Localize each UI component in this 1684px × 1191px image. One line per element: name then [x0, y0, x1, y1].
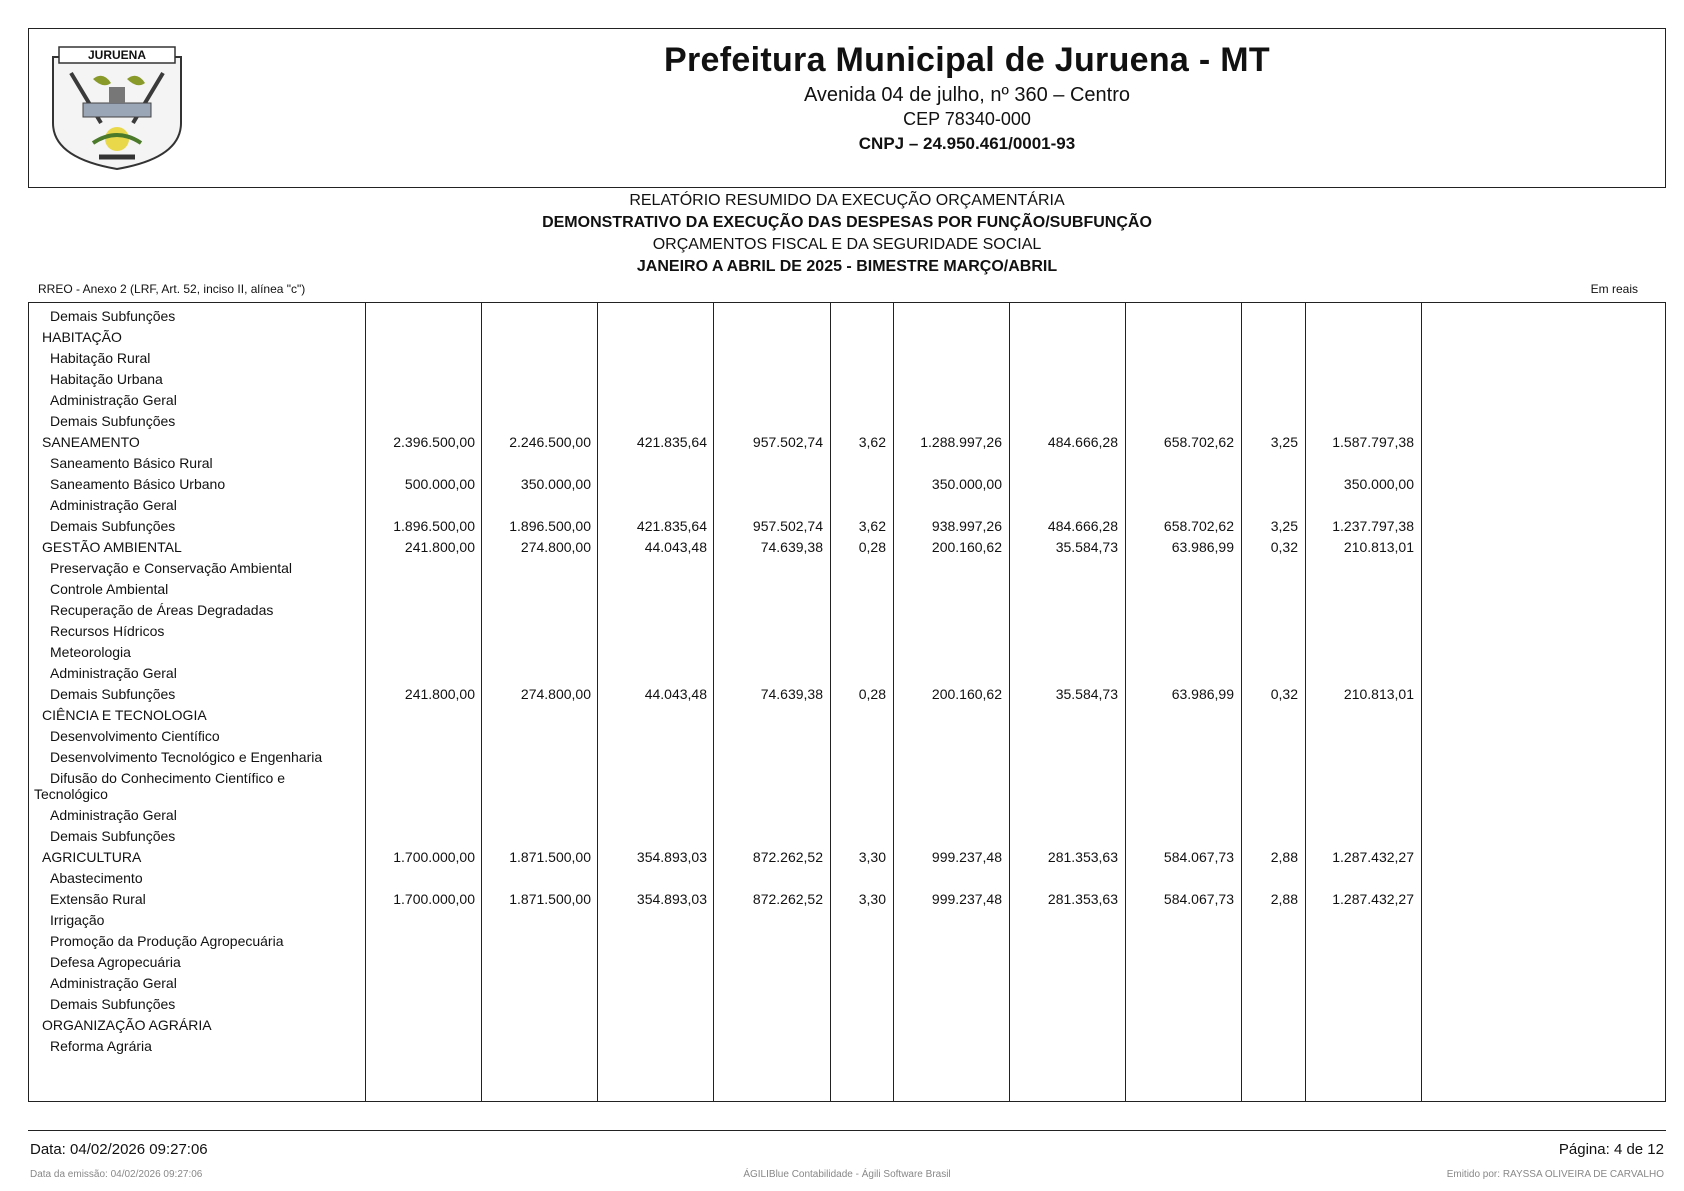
value-cell: 350.000,00	[520, 476, 591, 492]
row-label: Recursos Hídricos	[50, 623, 165, 639]
expense-table	[28, 302, 1666, 1102]
function-row	[29, 326, 1665, 347]
report-subtitle: DEMONSTRATIVO DA EXECUÇÃO DAS DESPESAS POR FUNÇÃO/SUBFUNÇÃO	[542, 214, 1152, 231]
row-label: AGRICULTURA	[42, 849, 142, 865]
footer-software: ÁGILIBlue Contabilidade - Ágili Software Brasil	[743, 1169, 951, 1180]
report-titles	[28, 190, 1666, 278]
row-label: Administração Geral	[50, 807, 177, 823]
value-cell: 1.288.997,26	[920, 434, 1002, 450]
report-scope: ORÇAMENTOS FISCAL E DA SEGURIDADE SOCIAL	[652, 236, 1042, 253]
value-cell: 63.986,99	[1171, 539, 1234, 555]
subfunction-row	[29, 368, 1665, 389]
function-row	[29, 704, 1665, 725]
value-cell: 500.000,00	[404, 476, 475, 492]
org-cnpj: CNPJ – 24.950.461/0001-93	[858, 134, 1076, 153]
value-cell: 484.666,28	[1047, 518, 1118, 534]
subfunction-row	[29, 930, 1665, 951]
footer-divider	[28, 1130, 1666, 1131]
row-label: Administração Geral	[50, 392, 177, 408]
subfunction-row	[29, 725, 1665, 746]
subfunction-row	[29, 909, 1665, 930]
row-label: Saneamento Básico Rural	[50, 455, 213, 471]
report-period: JANEIRO A ABRIL DE 2025 - BIMESTRE MARÇO/ABRIL	[636, 258, 1058, 275]
row-label: Meteorologia	[50, 644, 131, 660]
row-label: ORGANIZAÇÃO AGRÁRIA	[42, 1017, 212, 1033]
footer-date: Data: 04/02/2026 09:27:06	[30, 1141, 208, 1158]
header-box	[28, 28, 1666, 188]
row-label: Demais Subfunções	[50, 996, 176, 1012]
subfunction-row	[29, 993, 1665, 1014]
subfunction-row	[29, 347, 1665, 368]
subfunction-row	[29, 620, 1665, 641]
value-cell: 44.043,48	[644, 686, 707, 702]
value-cell: 872.262,52	[752, 849, 823, 865]
subfunction-row	[29, 599, 1665, 620]
value-cell: 63.986,99	[1171, 686, 1234, 702]
value-cell: 200.160,62	[931, 539, 1002, 555]
row-label: Administração Geral	[50, 665, 177, 681]
value-cell: 274.800,00	[520, 539, 591, 555]
value-cell: 421.835,64	[636, 518, 707, 534]
currency-unit: Em reais	[1590, 282, 1638, 296]
subfunction-row	[29, 972, 1665, 993]
subfunction-row	[29, 641, 1665, 662]
value-cell: 3,30	[858, 891, 886, 907]
value-cell: 999.237,48	[931, 849, 1002, 865]
value-cell: 350.000,00	[931, 476, 1002, 492]
value-cell: 35.584,73	[1055, 539, 1118, 555]
report-title: RELATÓRIO RESUMIDO DA EXECUÇÃO ORÇAMENTÁRIA	[629, 192, 1065, 209]
subfunction-row	[29, 662, 1665, 683]
row-label: Defesa Agropecuária	[50, 954, 181, 970]
org-address: Avenida 04 de julho, nº 360 – Centro	[803, 84, 1131, 106]
subfunction-row	[29, 473, 1665, 494]
org-name: Prefeitura Municipal de Juruena - MT	[664, 41, 1270, 79]
value-cell: 0,32	[1270, 539, 1298, 555]
row-label: Preservação e Conservação Ambiental	[50, 560, 293, 576]
value-cell: 658.702,62	[1163, 434, 1234, 450]
value-cell: 44.043,48	[644, 539, 707, 555]
value-cell: 1.896.500,00	[509, 518, 591, 534]
value-cell: 350.000,00	[1343, 476, 1414, 492]
subfunction-row	[29, 867, 1665, 888]
value-cell: 281.353,63	[1047, 849, 1118, 865]
subfunction-row	[29, 1035, 1665, 1056]
value-cell: 1.287.432,27	[1332, 891, 1414, 907]
function-row	[29, 536, 1665, 557]
footer-issued-by: Emitido por: RAYSSA OLIVEIRA DE CARVALHO	[1446, 1169, 1664, 1180]
row-label: Desenvolvimento Tecnológico e Engenharia	[50, 749, 323, 765]
value-cell: 1.871.500,00	[509, 849, 591, 865]
value-cell: 200.160,62	[931, 686, 1002, 702]
row-label: Promoção da Produção Agropecuária	[50, 933, 284, 949]
subfunction-row	[29, 389, 1665, 410]
row-label: Difusão do Conhecimento Científico e	[50, 770, 286, 786]
value-cell: 584.067,73	[1163, 849, 1234, 865]
subfunction-row	[29, 746, 1665, 767]
value-cell: 210.813,01	[1343, 686, 1414, 702]
row-label: CIÊNCIA E TECNOLOGIA	[42, 707, 207, 723]
subfunction-row	[29, 767, 1665, 804]
function-row	[29, 431, 1665, 452]
row-label: Saneamento Básico Urbano	[50, 476, 226, 492]
value-cell: 2.246.500,00	[509, 434, 591, 450]
subfunction-row	[29, 452, 1665, 473]
value-cell: 354.893,03	[636, 849, 707, 865]
value-cell: 3,62	[858, 434, 886, 450]
row-label: Controle Ambiental	[50, 581, 169, 597]
row-label: Irrigação	[50, 912, 105, 928]
row-label: Demais Subfunções	[50, 828, 176, 844]
value-cell: 872.262,52	[752, 891, 823, 907]
row-label: Demais Subfunções	[50, 308, 176, 324]
row-label: Demais Subfunções	[50, 686, 176, 702]
subfunction-row	[29, 951, 1665, 972]
row-label: GESTÃO AMBIENTAL	[42, 539, 182, 555]
value-cell: 658.702,62	[1163, 518, 1234, 534]
row-label: Recuperação de Áreas Degradadas	[50, 602, 274, 618]
value-cell: 484.666,28	[1047, 434, 1118, 450]
subfunction-row	[29, 305, 1665, 326]
value-cell: 1.700.000,00	[393, 891, 475, 907]
value-cell: 584.067,73	[1163, 891, 1234, 907]
value-cell: 0,32	[1270, 686, 1298, 702]
value-cell: 3,30	[858, 849, 886, 865]
subfunction-row	[29, 494, 1665, 515]
row-label: SANEAMENTO	[42, 434, 140, 450]
row-label: Demais Subfunções	[50, 518, 176, 534]
value-cell: 999.237,48	[931, 891, 1002, 907]
subfunction-row	[29, 683, 1665, 704]
value-cell: 1.700.000,00	[393, 849, 475, 865]
row-label: Habitação Rural	[50, 350, 151, 366]
value-cell: 3,62	[858, 518, 886, 534]
subfunction-row	[29, 888, 1665, 909]
subfunction-row	[29, 410, 1665, 431]
value-cell: 274.800,00	[520, 686, 591, 702]
value-cell: 421.835,64	[636, 434, 707, 450]
value-cell: 210.813,01	[1343, 539, 1414, 555]
value-cell: 3,25	[1270, 434, 1298, 450]
value-cell: 2,88	[1270, 891, 1298, 907]
row-label: Extensão Rural	[50, 891, 146, 907]
value-cell: 74.639,38	[760, 686, 823, 702]
value-cell: 1.287.432,27	[1332, 849, 1414, 865]
footer-emission-date: Data da emissão: 04/02/2026 09:27:06	[30, 1169, 203, 1180]
row-label-continuation: Tecnológico	[34, 786, 108, 802]
value-cell: 938.997,26	[931, 518, 1002, 534]
row-label: Administração Geral	[50, 497, 177, 513]
org-cep: CEP 78340-000	[903, 109, 1031, 129]
row-label: Desenvolvimento Científico	[50, 728, 220, 744]
value-cell: 354.893,03	[636, 891, 707, 907]
value-cell: 35.584,73	[1055, 686, 1118, 702]
row-label: Reforma Agrária	[50, 1038, 152, 1054]
value-cell: 957.502,74	[752, 434, 823, 450]
subfunction-row	[29, 557, 1665, 578]
subfunction-row	[29, 515, 1665, 536]
footer-page-number: Página: 4 de 12	[1558, 1141, 1664, 1158]
value-cell: 0,28	[858, 686, 886, 702]
subfunction-row	[29, 804, 1665, 825]
value-cell: 74.639,38	[760, 539, 823, 555]
row-label: Abastecimento	[50, 870, 143, 886]
row-label: HABITAÇÃO	[42, 329, 122, 345]
value-cell: 281.353,63	[1047, 891, 1118, 907]
value-cell: 1.237.797,38	[1332, 518, 1414, 534]
value-cell: 241.800,00	[404, 686, 475, 702]
value-cell: 0,28	[858, 539, 886, 555]
row-label: Demais Subfunções	[50, 413, 176, 429]
annex-reference: RREO - Anexo 2 (LRF, Art. 52, inciso II, alínea "c")	[38, 282, 306, 296]
logo-text: JURUENA	[87, 48, 147, 62]
value-cell: 957.502,74	[752, 518, 823, 534]
value-cell: 1.896.500,00	[393, 518, 475, 534]
subfunction-row	[29, 825, 1665, 846]
subfunction-row	[29, 578, 1665, 599]
row-label: Habitação Urbana	[50, 371, 163, 387]
function-row	[29, 846, 1665, 867]
function-row	[29, 1014, 1665, 1035]
value-cell: 241.800,00	[404, 539, 475, 555]
value-cell: 1.871.500,00	[509, 891, 591, 907]
value-cell: 1.587.797,38	[1332, 434, 1414, 450]
value-cell: 2,88	[1270, 849, 1298, 865]
row-label: Administração Geral	[50, 975, 177, 991]
value-cell: 3,25	[1270, 518, 1298, 534]
value-cell: 2.396.500,00	[393, 434, 475, 450]
